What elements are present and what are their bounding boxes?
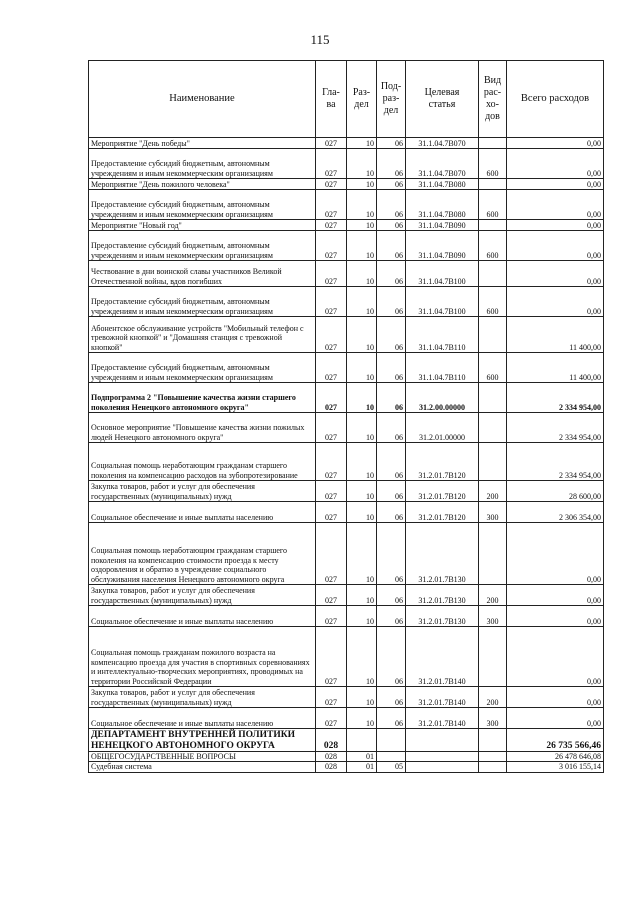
cell-target: 31.1.04.7В070 [406, 138, 479, 149]
cell-expense-type: 600 [479, 149, 507, 179]
cell-subsection: 06 [377, 138, 406, 149]
cell-total: 3 016 155,14 [507, 762, 604, 772]
cell-subsection: 06 [377, 443, 406, 481]
cell-total: 0,00 [507, 138, 604, 149]
table-row [89, 585, 604, 606]
header-total: Всего расходов [507, 61, 604, 138]
cell-chapter: 027 [316, 585, 347, 606]
cell-section: 01 [347, 762, 377, 772]
table-row [89, 149, 604, 179]
cell-target: 31.1.04.7В110 [406, 317, 479, 353]
cell-total: 0,00 [507, 149, 604, 179]
cell-subsection: 06 [377, 220, 406, 231]
cell-subsection: 06 [377, 231, 406, 261]
cell-expense-type [479, 317, 507, 353]
cell-total: 11 400,00 [507, 317, 604, 353]
cell-name: Предоставление субсидий бюджетным, автономным учреждениям и иным некоммерческим организациям [89, 149, 316, 179]
cell-expense-type [479, 413, 507, 443]
cell-name: Судебная система [89, 762, 316, 772]
cell-total: 2 334 954,00 [507, 443, 604, 481]
cell-target: 31.1.04.7В070 [406, 149, 479, 179]
cell-section: 10 [347, 708, 377, 729]
header-target: Целевая статья [406, 61, 479, 138]
cell-chapter: 027 [316, 220, 347, 231]
cell-section: 10 [347, 502, 377, 523]
cell-section: 10 [347, 481, 377, 502]
cell-target: 31.2.01.7В120 [406, 502, 479, 523]
cell-subsection: 06 [377, 627, 406, 687]
cell-subsection: 06 [377, 353, 406, 383]
cell-subsection: 06 [377, 261, 406, 287]
header-expense-type: Вид рас- хо- дов [479, 61, 507, 138]
cell-section: 10 [347, 523, 377, 585]
table-row [89, 261, 604, 287]
cell-section: 01 [347, 752, 377, 762]
cell-expense-type [479, 261, 507, 287]
cell-chapter: 027 [316, 443, 347, 481]
cell-subsection: 06 [377, 287, 406, 317]
cell-expense-type [479, 220, 507, 231]
cell-name: Социальная помощь гражданам пожилого возраста на компенсацию проезда для участия в спортивных соревнованиях и интеллектуально-творческих мероприятиях, проводимых на территории Российской Федерации [89, 627, 316, 687]
header-name: Наименование [89, 61, 316, 138]
table-row [89, 413, 604, 443]
table-row [89, 752, 604, 762]
table-row [89, 729, 604, 752]
cell-name: Предоставление субсидий бюджетным, автономным учреждениям и иным некоммерческим организациям [89, 287, 316, 317]
cell-expense-type: 200 [479, 585, 507, 606]
cell-section: 10 [347, 606, 377, 627]
cell-total: 0,00 [507, 708, 604, 729]
cell-total: 2 306 354,00 [507, 502, 604, 523]
cell-chapter: 028 [316, 752, 347, 762]
cell-chapter: 027 [316, 708, 347, 729]
cell-total: 26 735 566,46 [507, 729, 604, 752]
cell-chapter: 027 [316, 179, 347, 190]
cell-section: 10 [347, 220, 377, 231]
cell-expense-type: 300 [479, 606, 507, 627]
cell-section: 10 [347, 231, 377, 261]
cell-total: 28 600,00 [507, 481, 604, 502]
cell-total: 0,00 [507, 179, 604, 190]
cell-name: ДЕПАРТАМЕНТ ВНУТРЕННЕЙ ПОЛИТИКИ НЕНЕЦКОГО АВТОНОМНОГО ОКРУГА [89, 729, 316, 752]
cell-chapter: 027 [316, 317, 347, 353]
cell-expense-type: 200 [479, 481, 507, 502]
cell-target: 31.1.04.7В110 [406, 353, 479, 383]
cell-chapter: 027 [316, 149, 347, 179]
cell-name: Социальное обеспечение и иные выплаты населению [89, 708, 316, 729]
cell-name: Закупка товаров, работ и услуг для обеспечения государственных (муниципальных) нужд [89, 585, 316, 606]
cell-section: 10 [347, 138, 377, 149]
cell-target: 31.1.04.7В080 [406, 190, 479, 220]
cell-target [406, 729, 479, 752]
cell-section: 10 [347, 179, 377, 190]
cell-total: 0,00 [507, 523, 604, 585]
cell-subsection: 06 [377, 606, 406, 627]
table-row [89, 523, 604, 585]
cell-section: 10 [347, 383, 377, 413]
cell-total: 26 478 646,08 [507, 752, 604, 762]
cell-target: 31.2.00.00000 [406, 383, 479, 413]
table-row [89, 443, 604, 481]
cell-name: Мероприятие "День победы" [89, 138, 316, 149]
cell-total: 0,00 [507, 220, 604, 231]
cell-name: Закупка товаров, работ и услуг для обеспечения государственных (муниципальных) нужд [89, 687, 316, 708]
header-row [89, 61, 604, 138]
cell-expense-type: 600 [479, 287, 507, 317]
cell-chapter: 027 [316, 627, 347, 687]
table-row [89, 190, 604, 220]
cell-subsection: 06 [377, 502, 406, 523]
cell-expense-type [479, 627, 507, 687]
cell-section: 10 [347, 287, 377, 317]
cell-chapter: 027 [316, 287, 347, 317]
cell-chapter: 027 [316, 353, 347, 383]
cell-expense-type [479, 383, 507, 413]
cell-subsection: 06 [377, 149, 406, 179]
cell-total: 0,00 [507, 287, 604, 317]
cell-target: 31.2.01.7В120 [406, 481, 479, 502]
cell-expense-type: 200 [479, 687, 507, 708]
cell-subsection: 06 [377, 687, 406, 708]
cell-subsection: 06 [377, 179, 406, 190]
cell-section: 10 [347, 627, 377, 687]
cell-expense-type: 600 [479, 353, 507, 383]
cell-name: Мероприятие "День пожилого человека" [89, 179, 316, 190]
cell-subsection: 06 [377, 481, 406, 502]
cell-chapter: 027 [316, 481, 347, 502]
cell-name: Мероприятие "Новый год" [89, 220, 316, 231]
table-row [89, 383, 604, 413]
cell-chapter: 027 [316, 231, 347, 261]
cell-name: Основное мероприятие "Повышение качества жизни пожилых людей Ненецкого автономного округа" [89, 413, 316, 443]
cell-chapter: 028 [316, 729, 347, 752]
cell-subsection: 06 [377, 708, 406, 729]
cell-target: 31.2.01.00000 [406, 413, 479, 443]
header-subsection: Под- раз- дел [377, 61, 406, 138]
cell-target: 31.1.04.7В100 [406, 287, 479, 317]
cell-target: 31.1.04.7В090 [406, 220, 479, 231]
cell-total: 0,00 [507, 190, 604, 220]
cell-subsection: 06 [377, 190, 406, 220]
table-row [89, 179, 604, 190]
cell-expense-type: 300 [479, 502, 507, 523]
cell-subsection: 06 [377, 585, 406, 606]
cell-chapter: 027 [316, 502, 347, 523]
page-number: 115 [310, 32, 330, 47]
cell-expense-type: 600 [479, 231, 507, 261]
cell-chapter: 027 [316, 687, 347, 708]
cell-target: 31.2.01.7В140 [406, 627, 479, 687]
table-row [89, 687, 604, 708]
cell-section: 10 [347, 585, 377, 606]
cell-chapter: 027 [316, 606, 347, 627]
cell-total: 0,00 [507, 687, 604, 708]
cell-expense-type [479, 138, 507, 149]
budget-table [88, 60, 604, 773]
cell-total: 0,00 [507, 585, 604, 606]
cell-target: 31.2.01.7В140 [406, 708, 479, 729]
cell-total: 0,00 [507, 261, 604, 287]
cell-chapter: 027 [316, 261, 347, 287]
table-row [89, 317, 604, 353]
cell-section: 10 [347, 261, 377, 287]
cell-subsection [377, 729, 406, 752]
table-row [89, 138, 604, 149]
cell-name: Социальная помощь неработающим гражданам старшего поколения на компенсацию стоимости проезда к месту оздоровления и обратно в учреждение социального обслуживания населения Ненецкого автономного округа [89, 523, 316, 585]
cell-target: 31.1.04.7В080 [406, 179, 479, 190]
cell-subsection: 06 [377, 413, 406, 443]
cell-target: 31.2.01.7В130 [406, 585, 479, 606]
cell-section: 10 [347, 190, 377, 220]
cell-expense-type [479, 443, 507, 481]
cell-expense-type [479, 752, 507, 762]
cell-name: Абонентское обслуживание устройств "Мобильный телефон с тревожной кнопкой" и "Домашняя станция с тревожной кнопкой" [89, 317, 316, 353]
table-row [89, 708, 604, 729]
cell-name: Социальное обеспечение и иные выплаты населению [89, 502, 316, 523]
cell-target: 31.2.01.7В130 [406, 523, 479, 585]
cell-total: 0,00 [507, 231, 604, 261]
table-row [89, 220, 604, 231]
cell-name: Предоставление субсидий бюджетным, автономным учреждениям и иным некоммерческим организациям [89, 190, 316, 220]
header-section: Раз- дел [347, 61, 377, 138]
cell-section: 10 [347, 687, 377, 708]
cell-chapter: 027 [316, 383, 347, 413]
cell-subsection: 06 [377, 383, 406, 413]
table-row [89, 762, 604, 772]
cell-expense-type: 300 [479, 708, 507, 729]
cell-expense-type [479, 762, 507, 772]
table-row [89, 353, 604, 383]
cell-section [347, 729, 377, 752]
header-chapter: Гла- ва [316, 61, 347, 138]
cell-target: 31.2.01.7В130 [406, 606, 479, 627]
table-row [89, 481, 604, 502]
cell-expense-type [479, 729, 507, 752]
cell-subsection: 06 [377, 523, 406, 585]
table-row [89, 231, 604, 261]
cell-total: 2 334 954,00 [507, 413, 604, 443]
cell-section: 10 [347, 413, 377, 443]
cell-name: Социальное обеспечение и иные выплаты населению [89, 606, 316, 627]
table-row [89, 502, 604, 523]
cell-chapter: 028 [316, 762, 347, 772]
cell-subsection: 06 [377, 317, 406, 353]
cell-section: 10 [347, 317, 377, 353]
cell-section: 10 [347, 443, 377, 481]
cell-section: 10 [347, 149, 377, 179]
cell-target: 31.2.01.7В120 [406, 443, 479, 481]
cell-expense-type [479, 179, 507, 190]
cell-name: Чествование в дни воинской славы участников Великой Отечественной войны, вдов погибших [89, 261, 316, 287]
cell-name: Предоставление субсидий бюджетным, автономным учреждениям и иным некоммерческим организациям [89, 231, 316, 261]
cell-expense-type: 600 [479, 190, 507, 220]
cell-name: Подпрограмма 2 "Повышение качества жизни старшего поколения Ненецкого автономного округа" [89, 383, 316, 413]
cell-name: Социальная помощь неработающим гражданам старшего поколения на компенсацию расходов на зубопротезирование [89, 443, 316, 481]
table-row [89, 627, 604, 687]
cell-section: 10 [347, 353, 377, 383]
cell-total: 11 400,00 [507, 353, 604, 383]
cell-name: Закупка товаров, работ и услуг для обеспечения государственных (муниципальных) нужд [89, 481, 316, 502]
cell-target: 31.2.01.7В140 [406, 687, 479, 708]
cell-target [406, 752, 479, 762]
cell-expense-type [479, 523, 507, 585]
cell-name: Предоставление субсидий бюджетным, автономным учреждениям и иным некоммерческим организациям [89, 353, 316, 383]
cell-target: 31.1.04.7В090 [406, 231, 479, 261]
cell-name: ОБЩЕГОСУДАРСТВЕННЫЕ ВОПРОСЫ [89, 752, 316, 762]
cell-total: 0,00 [507, 606, 604, 627]
cell-total: 2 334 954,00 [507, 383, 604, 413]
cell-chapter: 027 [316, 523, 347, 585]
cell-chapter: 027 [316, 413, 347, 443]
cell-subsection: 05 [377, 762, 406, 772]
table-row [89, 606, 604, 627]
cell-target [406, 762, 479, 772]
cell-chapter: 027 [316, 190, 347, 220]
table-row [89, 287, 604, 317]
cell-target: 31.1.04.7В100 [406, 261, 479, 287]
cell-total: 0,00 [507, 627, 604, 687]
cell-subsection [377, 752, 406, 762]
cell-chapter: 027 [316, 138, 347, 149]
